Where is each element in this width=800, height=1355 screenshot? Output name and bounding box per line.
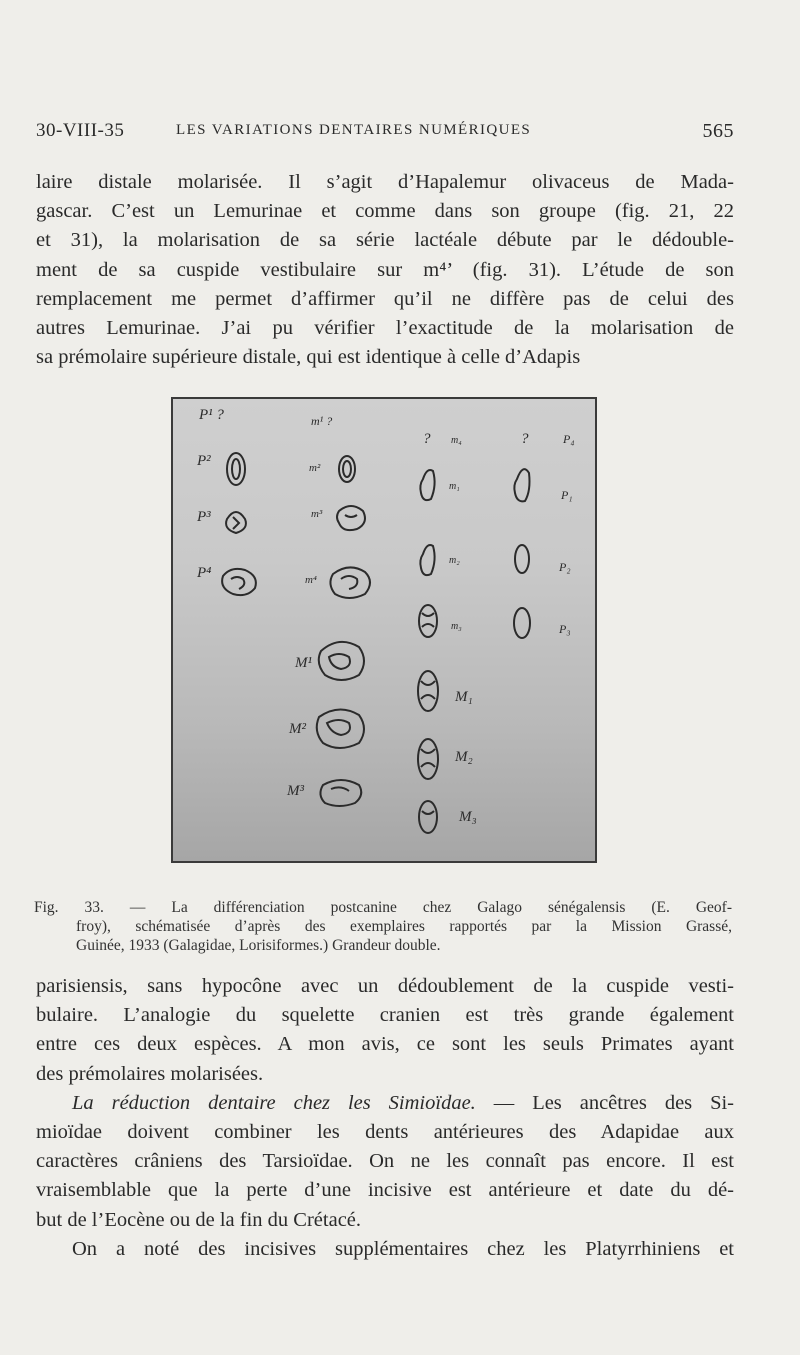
tooth-drawing [173,399,595,861]
text-line: but de l’Eocène ou de la fin du Crétacé. [36,1208,362,1231]
label-p3: P³ [197,509,211,525]
label-P1-lower: P₁ [561,488,573,502]
label-q4: ? [521,431,529,447]
label-m4-lower: m₄ [451,435,462,446]
caption-text: — La différenciation postcanine chez Galago sénégalensis (E. Geof- [129,899,733,916]
label-M2-lower: M₂ [455,749,473,765]
label-m1: m¹ ? [311,414,333,428]
text-fragment: Les ancêtres des Si- [532,1091,735,1114]
paragraph-2 [36,972,734,1264]
label-P4-lower: P₄ [563,432,575,446]
label-q3: ? [423,431,431,447]
text-line: autres Lemurinae. J’ai pu vérifier l’exactitude de la molarisation de [36,317,734,340]
header-date: 30-VIII-35 [36,120,125,141]
text-line: remplacement me permet d’affirmer qu’il ne diffère pas de celui des [36,287,734,310]
text-line: bulaire. L’analogie du squelette cranien est très grande également [36,1004,734,1027]
label-M3-lower: M₃ [459,809,477,825]
text-line [36,1089,734,1118]
text-line: mioïdae doivent combiner les dents antérieures des Adapidae aux [36,1121,734,1144]
text-line: sa prémolaire supérieure distale, qui est identique à celle d’Adapis [36,346,581,369]
text-line: vraisemblable que la perte d’une incisive est antérieure et date du dé- [36,1179,734,1202]
label-p1: P¹ ? [199,407,224,423]
caption-line: froy), schématisée d’après des exemplaires rapportés par la Mission Grassé, [76,918,732,935]
dash: — [475,1091,533,1114]
label-p4: P⁴ [197,565,212,581]
label-m3: m³ [311,508,323,520]
label-p2: P² [197,453,211,469]
header-title: LES VARIATIONS DENTAIRES NUMÉRIQUES [176,122,532,138]
text-line: laire distale molarisée. Il s’agit d’Hapalemur olivaceus de Mada- [36,171,734,193]
text-line: entre ces deux espèces. A mon avis, ce sont les seuls Primates ayant [36,1033,734,1056]
section-title: La réduction dentaire chez les Simioïdae. [72,1091,476,1114]
caption-fig-label: Fig. 33. [34,899,104,916]
caption-line: Guinée, 1933 (Galagidae, Lorisiformes.) Grandeur double. [76,937,441,954]
text-line: On a noté des incisives supplémentaires chez les Platyrrhiniens et [72,1237,734,1260]
label-P3-lower: P₃ [559,622,571,636]
text-line: et 31), la molarisation de sa série lactéale débute par le dédouble- [36,229,734,252]
figure-33-dental-plate [171,397,597,863]
label-M2: M² [289,721,306,737]
text-line: des prémolaires molarisées. [36,1062,264,1085]
label-M3: M³ [287,783,304,799]
label-M1-lower: M₁ [455,689,473,705]
label-m2-lower: m₂ [449,555,460,566]
text-line: parisiensis, sans hypocône avec un dédoublement de la cuspide vesti- [36,975,734,997]
text-line: ment de sa cuspide vestibulaire sur m⁴’ (fig. 31). L’étude de son [36,258,734,281]
label-M1: M¹ [295,655,312,671]
text-line: gascar. C’est un Lemurinae et comme dans son groupe (fig. 21, 22 [36,200,734,223]
caption-line [34,898,732,917]
figure-caption [34,898,733,955]
label-m2: m² [309,462,321,474]
label-m4: m⁴ [305,574,317,586]
paragraph-1 [36,168,734,372]
page-number: 565 [702,120,734,142]
label-m1-lower: m₁ [449,481,460,492]
label-m3-lower: m₃ [451,621,462,632]
label-P2-lower: P₂ [559,560,571,574]
text-line: caractères crâniens des Tarsioïdae. On ne les connaît pas encore. Il est [36,1150,734,1173]
